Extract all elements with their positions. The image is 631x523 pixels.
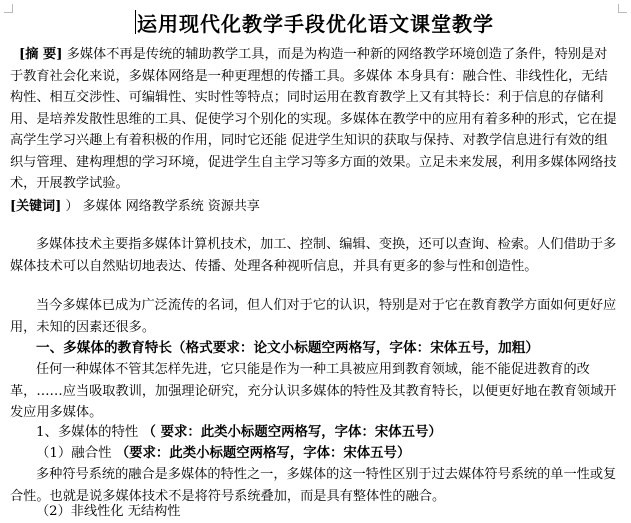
body-paragraph-5-partial: （2）非线性化 无结构性 [36,504,181,519]
document-title[interactable]: 运用现代化教学手段优化语文课堂教学 [137,12,494,36]
subsection-heading-title: 1、多媒体的特性 [36,425,139,440]
keywords-text: 多媒体 网络教学系统 资源共享 [82,199,260,214]
abstract-text: 多媒体不再是传统的辅助教学工具，而是为构造一种新的网络教学环境创造了条件，特别是对于教育社会化来说，多媒体网络是一种更理想的传播工具。多媒体 本身具有：融合性、非线性化，无结构性、相互交涉性、可编辑性、实时性等特点；同时运用在教育教学上又有其特长：利于信息的存储利用、是培养发散性思维的工具、促使学习个别化的实现。多媒体在教学中的应用有着多种的形式，它在提高学生学习兴趣上有着积极的作用，同时它还能 促进学生知识的获取与保持、对教学信息进行有效的组织与管理、建构理想的学习环境，促进学生自主学习等多方面的效果。立足未来发展，利用多媒体网络技术，开展教学试验。 [10,47,617,191]
section-heading-1[interactable]: 一、多媒体的教育特长（格式要求：论文小标题空两格写，字体：宋体五号，加粗） [36,340,539,356]
body-paragraph-3[interactable]: 任何一种媒体不管其怎样先进，它只能是作为一种工具被应用到教育领域，能不能促进教育的改革，……应当吸取教训，加强理论研究，充分认识多媒体的特性及其教育特长，以便更好地在教育领域开发应用多媒体。 [10,362,617,420]
abstract-label: [摘 要] [19,47,63,62]
keywords-label: [关键词] [10,199,62,214]
subsubsection-heading-1[interactable] [10,443,618,465]
keywords-line[interactable] [10,196,618,218]
body-paragraph-4[interactable]: 多种符号系统的融合是多媒体的特性之一，多媒体的这一特性区别于过去媒体符号系统的单一性或复合性。也就是说多媒体技术不是将符号系统叠加，而是具有整体性的融合。 [10,467,617,504]
body-paragraph-1[interactable]: 多媒体技术主要指多媒体计算机技术，加工、控制、编辑、变换，还可以查询、检索。人们借助于多媒体技术可以自然贴切地表达、传播、处理各种视听信息，并具有更多的参与性和创造性。 [10,237,617,274]
keywords-bracket: ） [65,199,79,214]
subsubsection-format-note: （要求：此类小标题空两格写，字体：宋体五号） [115,445,411,461]
clipped-next-line [10,504,618,519]
body-paragraph-2[interactable]: 当今多媒体已成为广泛流传的名词，但人们对于它的认识，特别是对于它在教育教学方面如何更好应用，未知的因素还很多。 [10,298,617,335]
subsection-heading-1[interactable] [10,422,618,444]
abstract-paragraph[interactable] [10,44,618,195]
subsubsection-heading-title: （1）融合性 [36,446,112,461]
subsection-format-note: （ 要求：此类小标题空两格写，字体：宋体五号） [142,424,442,440]
